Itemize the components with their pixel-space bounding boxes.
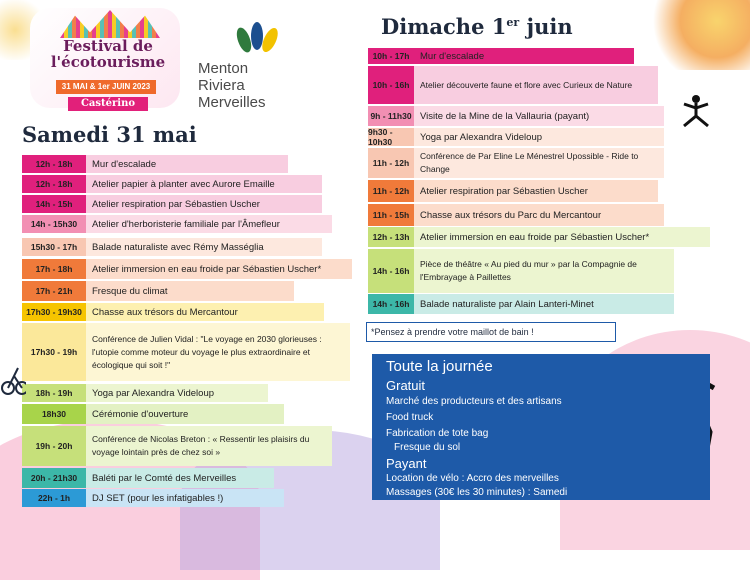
schedule-time: 10h - 17h <box>368 48 414 64</box>
sunday-schedule-row <box>368 128 664 146</box>
schedule-activity: Visite de la Mine de la Vallauria (payant) <box>420 110 590 122</box>
schedule-activity: Atelier respiration par Sébastien Uscher <box>92 198 260 210</box>
menton-brand: Menton Riviera Merveilles <box>198 60 266 111</box>
schedule-time: 10h - 16h <box>368 66 414 104</box>
schedule-activity: Chasse aux trésors du Mercantour <box>92 306 238 318</box>
schedule-time: 14h - 15h <box>22 195 86 213</box>
saturday-schedule-row <box>22 215 332 233</box>
schedule-time: 12h - 18h <box>22 155 86 173</box>
saturday-schedule-row <box>22 259 352 279</box>
saturday-schedule-row <box>22 384 268 402</box>
schedule-time: 9h - 11h30 <box>368 106 414 126</box>
schedule-activity: Atelier immersion en eau froide par Sébastien Uscher* <box>92 263 322 275</box>
schedule-time: 15h30 - 17h <box>22 238 86 256</box>
sunday-schedule-row <box>368 148 664 178</box>
schedule-activity: Yoga par Alexandra Videloup <box>92 387 215 399</box>
schedule-time: 14h - 16h <box>368 294 414 314</box>
yoga-silhouette-icon <box>676 92 716 132</box>
schedule-activity: Yoga par Alexandra Videloup <box>420 131 543 143</box>
schedule-activity: DJ SET (pour les infatigables !) <box>92 492 224 504</box>
sunday-title: Dimache 1er juin <box>381 14 573 39</box>
schedule-time: 14h - 16h <box>368 249 414 293</box>
sunday-schedule-row <box>368 294 674 314</box>
schedule-activity: Conférence de Nicolas Breton : « Ressentir les plaisirs du voyage lointain près de chez soi » <box>92 434 310 457</box>
sunday-schedule-row <box>368 180 658 202</box>
saturday-schedule-row <box>22 281 294 301</box>
saturday-title: Samedi 31 mai <box>22 122 197 147</box>
schedule-activity: Mur d'escalade <box>92 158 157 170</box>
all-day-title: Toute la journée <box>386 358 493 375</box>
schedule-activity: Atelier respiration par Sébastien Uscher <box>420 185 588 197</box>
free-item: Marché des producteurs et des artisans <box>386 396 562 407</box>
schedule-time: 11h - 12h <box>368 180 414 202</box>
festival-title: Festival de l'écotourisme <box>50 37 166 71</box>
schedule-activity: Atelier d'herboristerie familiale par l'Âmefleur <box>92 218 280 230</box>
schedule-time: 17h - 18h <box>22 259 86 279</box>
schedule-activity: Balade naturaliste avec Rémy Masséglia <box>92 241 264 253</box>
paid-title: Payant <box>386 456 427 471</box>
schedule-time: 17h - 21h <box>22 281 86 301</box>
saturday-schedule-row <box>22 404 284 424</box>
sunday-schedule-row <box>368 66 658 104</box>
schedule-activity: Cérémonie d'ouverture <box>92 408 189 420</box>
swimsuit-note: *Pensez à prendre votre maillot de bain ! <box>366 322 616 342</box>
sunday-schedule-row <box>368 106 664 126</box>
festival-dates: 31 MAI & 1er JUIN 2023 <box>56 80 156 94</box>
schedule-time: 11h - 15h <box>368 204 414 226</box>
paid-item: Location de vélo : Accro des merveilles <box>386 473 559 484</box>
cyclist-silhouette-icon <box>0 362 26 396</box>
schedule-time: 18h - 19h <box>22 384 86 402</box>
schedule-time: 14h - 15h30 <box>22 215 86 233</box>
schedule-time: 17h30 - 19h30 <box>22 303 86 321</box>
schedule-time: 19h - 20h <box>22 426 86 466</box>
schedule-activity: Atelier immersion en eau froide par Sébastien Uscher* <box>420 231 650 243</box>
schedule-time: 20h - 21h30 <box>22 468 86 488</box>
free-title: Gratuit <box>386 378 426 393</box>
schedule-activity: Mur d'escalade <box>420 50 485 62</box>
schedule-activity: Conférence de Par Eline Le Ménestrel Upossible - Ride to Change <box>420 151 639 174</box>
schedule-time: 11h - 12h <box>368 148 414 178</box>
saturday-schedule-row <box>22 323 350 381</box>
saturday-schedule-row <box>22 489 284 507</box>
festival-place: Castérino <box>68 97 148 111</box>
sunday-schedule-row <box>368 227 710 247</box>
schedule-activity: Conférence de Julien Vidal : "Le voyage en 2030 glorieuses : l'utopie comme moteur du voyage le plus extraordinaire et écologique qui soit !" <box>92 333 322 370</box>
schedule-activity: Baléti par le Comté des Merveilles <box>92 472 237 484</box>
saturday-schedule-row <box>22 195 322 213</box>
schedule-activity: Atelier découverte faune et flore avec Curieux de Nature <box>420 79 633 90</box>
schedule-activity: Fresque du climat <box>92 285 168 297</box>
saturday-schedule-row <box>22 303 324 321</box>
saturday-schedule-row <box>22 238 322 256</box>
schedule-activity: Balade naturaliste par Alain Lanteri-Minet <box>420 298 594 310</box>
sunday-schedule-row <box>368 48 634 64</box>
sunday-schedule-row <box>368 249 674 293</box>
all-day-panel <box>372 354 710 500</box>
saturday-schedule-row <box>22 426 332 466</box>
saturday-schedule-row <box>22 468 274 488</box>
paid-item: Massages (30€ les 30 minutes) : Samedi <box>386 487 568 498</box>
saturday-schedule-row <box>22 155 288 173</box>
free-item: Fabrication de tote bag <box>386 428 489 439</box>
schedule-time: 12h - 13h <box>368 227 414 247</box>
schedule-activity: Atelier papier à planter avec Aurore Emaille <box>92 178 275 190</box>
schedule-activity: Chasse aux trésors du Parc du Mercantour <box>420 209 602 221</box>
saturday-schedule-row <box>22 175 322 193</box>
schedule-time: 17h30 - 19h <box>22 323 86 381</box>
schedule-time: 22h - 1h <box>22 489 86 507</box>
schedule-activity: Pièce de théâtre « Au pied du mur » par la Compagnie de l'Embrayage à Paillettes <box>420 259 637 282</box>
free-item: Fresque du sol <box>394 442 461 453</box>
schedule-time: 9h30 - 10h30 <box>368 128 414 146</box>
schedule-time: 18h30 <box>22 404 86 424</box>
leaf-decoration <box>640 0 750 70</box>
free-item: Food truck <box>386 412 434 423</box>
schedule-time: 12h - 18h <box>22 175 86 193</box>
sunday-schedule-row <box>368 204 664 226</box>
menton-leaves-icon <box>232 18 282 54</box>
